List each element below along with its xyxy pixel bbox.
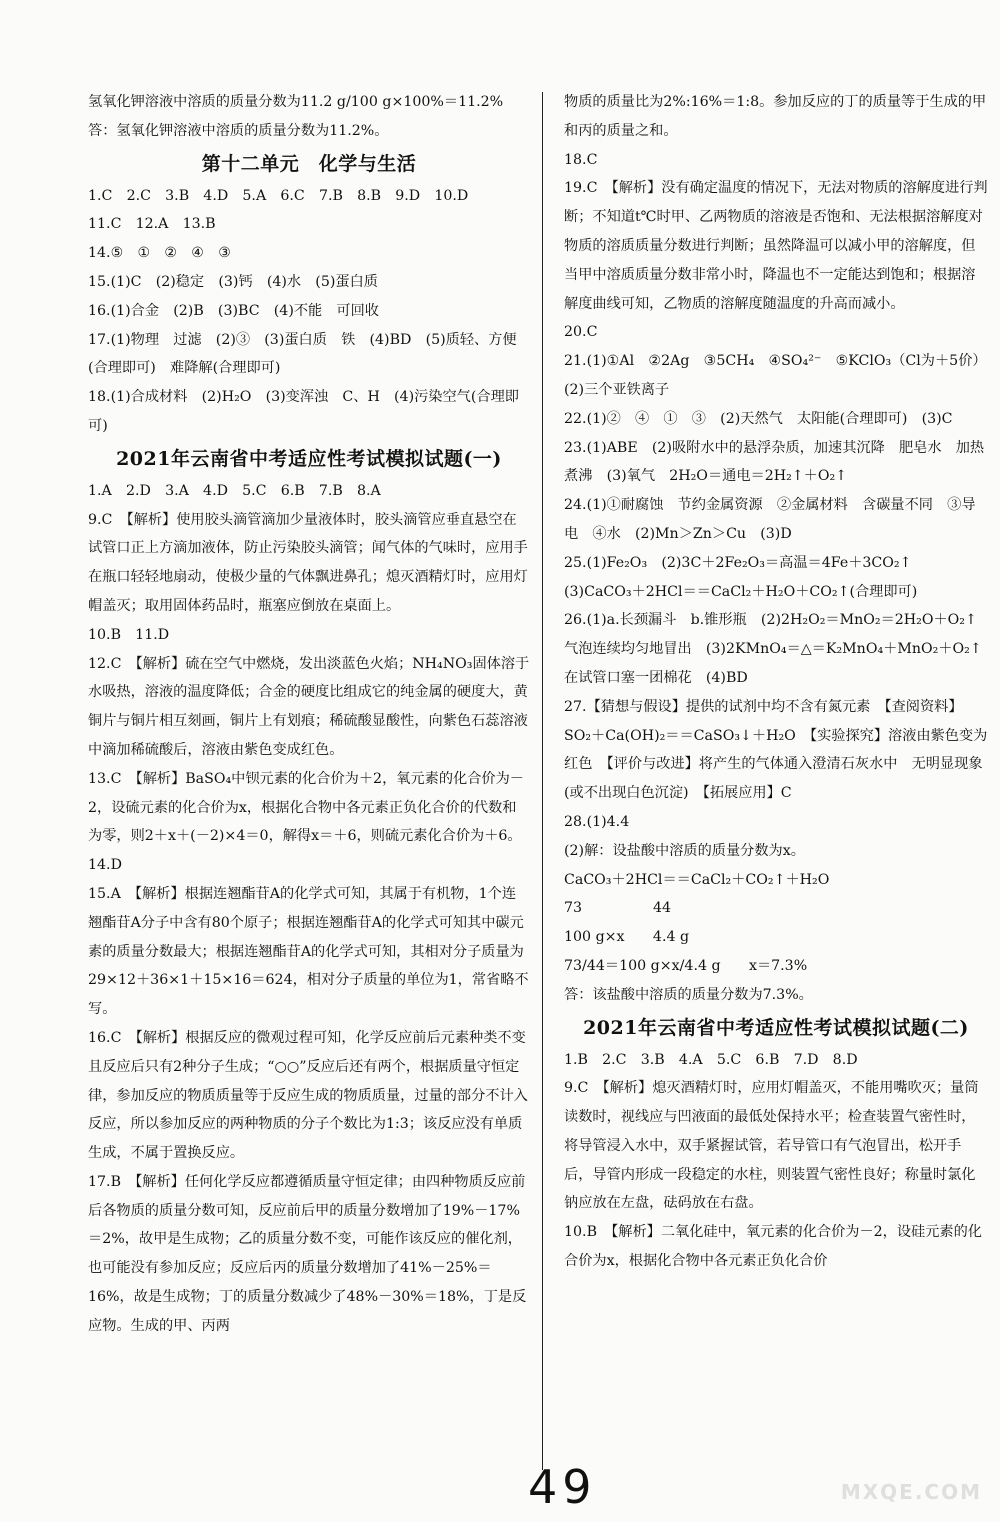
section-heading: 2021年云南省中考适应性考试模拟试题(一) [116, 447, 502, 470]
answer-paragraph: 10.B 【解析】二氧化硅中，氧元素的化合价为－2，设硅元素的化合价为x，根据化合物中各元素正负化合价 [564, 1224, 982, 1270]
answer-paragraph: 17.B 【解析】任何化学反应都遵循质量守恒定律；由四种物质反应前后各物质的质量分数可知，反应前后甲的质量分数增加了19%－17%＝2%，故甲是生成物；乙的质量分数不变，可能作该反应的催化剂，也可能没有参加反应；反应后丙的质量分数增加了41%－25%＝16%，故是生成物；丁的质量分数减少了48%－30%＝18%，丁是反应物。生成的甲、丙两 [88, 1173, 527, 1334]
answer-paragraph: 15.A 【解析】根据连翘酯苷A的化学式可知，其属于有机物，1个连翘酯苷A分子中含有80个原子；根据连翘酯苷A的化学式可知其中碳元素的质量分数最大；根据连翘酯苷A的化学式可知，其相对分子质量为29×12＋36×1＋15×16＝624，相对分子质量的单位为1，常省略不写。 [88, 885, 529, 1018]
answer-paragraph: 15.(1)C (2)稳定 (3)钙 (4)水 (5)蛋白质 [88, 273, 378, 290]
answer-paragraph: 18.C [564, 151, 598, 168]
answer-paragraph: 1.B 2.C 3.B 4.A 5.C 6.B 7.D 8.D [564, 1051, 858, 1068]
answer-paragraph: 26.(1)a.长颈漏斗 b.锥形瓶 (2)2H₂O₂＝MnO₂＝2H₂O＋O₂↑ 气泡连续均匀地冒出 (3)2KMnO₄＝△＝K₂MnO₄＋MnO₂＋O₂↑ 在试管口塞一团棉花 (4)BD [564, 612, 996, 686]
section-heading: 2021年云南省中考适应性考试模拟试题(二) [583, 1016, 969, 1039]
answer-paragraph: 18.(1)合成材料 (2)H₂O (3)变浑浊 C、H (4)污染空气(合理即可) [88, 389, 519, 434]
page-number: 49 [528, 1460, 597, 1514]
answer-paragraph: 9.C 【解析】熄灭酒精灯时，应用灯帽盖灭，不能用嘴吹灭；量筒读数时，视线应与凹液面的最低处保持水平；检查装置气密性时，将导管浸入水中，双手紧握试管，若导管口有气泡冒出，松开手后，导管内形成一段稳定的水柱，则装置气密性良好；称量时氯化钠应放在左盘，砝码放在右盘。 [564, 1080, 979, 1212]
answer-paragraph: 100 g×x 4.4 g [564, 929, 690, 946]
answer-paragraph: 14.D [88, 857, 122, 874]
answer-paragraph: 22.(1)② ④ ① ③ (2)天然气 太阳能(合理即可) (3)C [564, 410, 953, 427]
answer-paragraph: 16.C 【解析】根据反应的微观过程可知，化学反应前后元素种类不变且反应后只有2种分子生成；“○○”反应后还有两个，根据质量守恒定律，参加反应的物质质量等于反应生成的物质质量，过量的部分不计入反应，所以参加反应的两种物质的分子个数比为1:3；该反应没有单质生成，不属于置换反应。 [88, 1029, 528, 1162]
section-heading: 第十二单元 化学与生活 [201, 152, 417, 175]
answer-paragraph: 24.(1)①耐腐蚀 节约金属资源 ②金属材料 含碳量不同 ③导电 ④水 (2)Mn＞Zn＞Cu (3)D [564, 497, 976, 542]
answer-paragraph: 9.C 【解析】使用胶头滴管滴加少量液体时，胶头滴管应垂直悬空在试管口正上方滴加液体，防止污染胶头滴管；闻气体的气味时，应用手在瓶口轻轻地扇动，使极少量的气体飘进鼻孔；熄灭酒精灯时，应用灯帽盖灭；取用固体药品时，瓶塞应倒放在桌面上。 [88, 511, 528, 614]
column-divider [542, 92, 543, 1470]
answer-paragraph: 19.C 【解析】没有确定温度的情况下，无法对物质的溶解度进行判断；不知道t℃时甲、乙两物质的溶液是否饱和、无法根据溶解度对物质的溶质质量分数进行判断；虽然降温可以减小甲的溶解度，但当甲中溶质质量分数非常小时，降温也不一定能达到饱和；根据溶解度曲线可知，乙物质的溶解度随温度的升高而减小。 [564, 180, 988, 312]
answer-paragraph: 1.C 2.C 3.B 4.D 5.A 6.C 7.B 8.B 9.D 10.D [88, 187, 469, 204]
answer-paragraph: 25.(1)Fe₂O₃ (2)3C＋2Fe₂O₃＝高温＝4Fe＋3CO₂↑ (3)CaCO₃＋2HCl＝＝CaCl₂＋H₂O＋CO₂↑(合理即可) [564, 554, 926, 600]
answer-paragraph: 氢氧化钾溶液中溶质的质量分数为11.2 g/100 g×100%＝11.2% [88, 94, 504, 110]
answer-paragraph: 1.A 2.D 3.A 4.D 5.C 6.B 7.B 8.A [88, 482, 381, 499]
watermark: MXQE.COM [840, 1480, 982, 1504]
answer-paragraph: 73 44 [564, 900, 672, 917]
answer-paragraph: 答：氢氧化钾溶液中溶质的质量分数为11.2%。 [88, 122, 389, 139]
answer-paragraph: 28.(1)4.4 [564, 813, 630, 830]
answer-paragraph: 17.(1)物理 过滤 (2)③ (3)蛋白质 铁 (4)BD (5)质轻、方便(合理即可) 难降解(合理即可) [88, 331, 517, 377]
answer-paragraph: 12.C 【解析】硫在空气中燃烧，发出淡蓝色火焰；NH₄NO₃固体溶于水吸热，溶液的温度降低；合金的硬度比组成它的纯金属的硬度大，黄铜片与铜片相互刻画，铜片上有划痕；稀硫酸显酸性，向紫色石蕊溶液中滴加稀硫酸后，溶液由紫色变成红色。 [88, 655, 530, 758]
left-column [88, 88, 530, 1341]
answer-paragraph: 11.C 12.A 13.B [88, 216, 216, 233]
answer-paragraph: 73/44＝100 g×x/4.4 g x＝7.3% [564, 957, 808, 974]
answer-paragraph: 21.(1)①Al ②2Ag ③5CH₄ ④SO₄²⁻ ⑤KClO₃（Cl为＋5价）(2)三个亚铁离子 [564, 353, 987, 398]
answer-paragraph: 23.(1)ABE (2)吸附水中的悬浮杂质，加速其沉降 肥皂水 加热煮沸 (3)氧气 2H₂O＝通电＝2H₂↑＋O₂↑ [564, 439, 985, 485]
answer-paragraph: 答：该盐酸中溶质的质量分数为7.3%。 [564, 986, 813, 1003]
answer-paragraph: 27.【猜想与假设】提供的试剂中均不含有氮元素 【查阅资料】SO₂＋Ca(OH)₂＝＝CaSO₃↓＋H₂O 【实验探究】溶液由紫色变为红色 【评价与改进】将产生的气体通入澄清石灰水中 无明显现象(或不出现白色沉淀) 【拓展应用】C [564, 698, 988, 802]
answer-paragraph: 10.B 11.D [88, 626, 170, 643]
answer-paragraph: 13.C 【解析】BaSO₄中钡元素的化合价为＋2，氧元素的化合价为－2，设硫元素的化合价为x，根据化合物中各元素正负化合价的代数和为零，则2＋x＋(－2)×4＝0，解得x＝＋6，则硫元素化合价为＋6。 [88, 770, 524, 845]
answer-paragraph: 16.(1)合金 (2)B (3)BC (4)不能 可回收 [88, 302, 379, 319]
answer-paragraph: 20.C [564, 324, 598, 341]
answer-paragraph: CaCO₃＋2HCl＝＝CaCl₂＋CO₂↑＋H₂O [564, 871, 830, 888]
answer-paragraph: (2)解：设盐酸中溶质的质量分数为x。 [564, 842, 805, 859]
answer-paragraph: 14.⑤ ① ② ④ ③ [88, 245, 231, 262]
right-column [564, 88, 996, 1276]
answer-paragraph: 物质的质量比为2%:16%＝1:8。参加反应的丁的质量等于生成的甲和丙的质量之和。 [564, 94, 987, 139]
